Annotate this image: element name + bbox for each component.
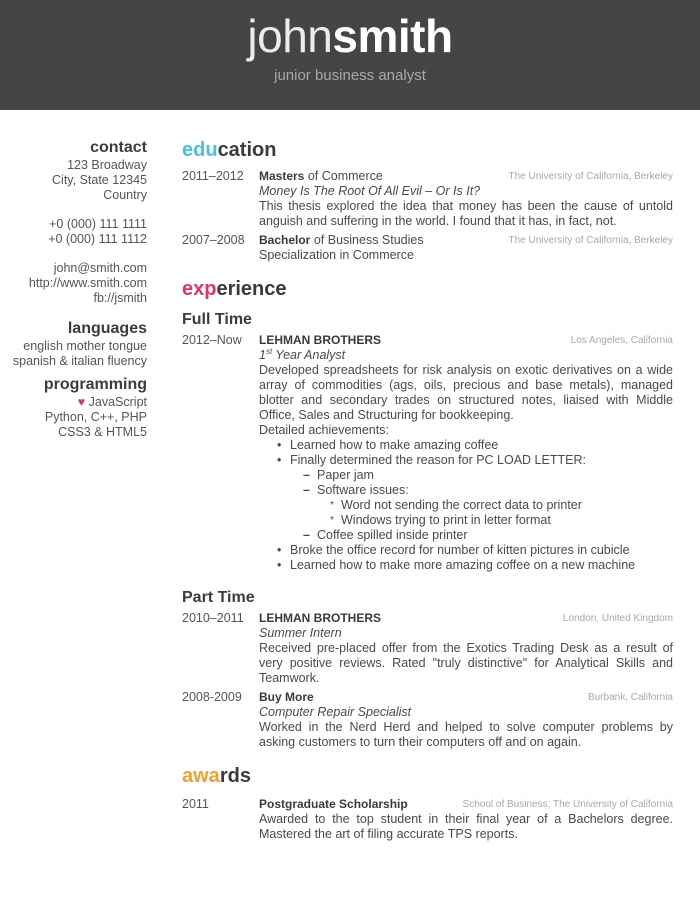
entry-description: Worked in the Nerd Herd and helped to solve computer problems by asking customers to turn their computers off and on again.: [259, 720, 673, 749]
language-item: english mother tongue: [23, 339, 147, 353]
heading-rest: cation: [217, 139, 277, 161]
entry-description: Specialization in Commerce: [259, 248, 414, 262]
list-item: – Paper jam: [259, 468, 673, 483]
heading-accent: edu: [182, 139, 218, 161]
languages-heading: languages: [67, 320, 147, 337]
role-title: Summer Intern: [259, 626, 342, 640]
awards-heading: [182, 764, 673, 788]
degree-name: Bachelor: [259, 233, 311, 247]
degree-name: Masters: [259, 169, 305, 183]
first-name: john: [247, 10, 333, 62]
employer-name: LEHMAN BROTHERS: [259, 333, 381, 347]
sidebar: [0, 138, 147, 440]
entry-location: School of Business, The University of California: [462, 799, 673, 810]
list-item: – Coffee spilled inside printer: [259, 528, 673, 543]
degree-field: of Commerce: [304, 169, 383, 183]
degree-field: of Business Studies: [310, 233, 424, 247]
experience-entry: [182, 690, 673, 750]
entry-date: 2008-2009: [182, 690, 242, 704]
role-number: 1: [259, 348, 266, 362]
entry-location: The University of California, Berkeley: [508, 235, 673, 246]
education-entry: [182, 169, 673, 229]
address-line: Country: [103, 188, 147, 202]
award-title: Postgraduate Scholarship: [259, 797, 408, 811]
employer-name: Buy More: [259, 690, 314, 704]
education-entry: [182, 233, 673, 263]
entry-location: Los Angeles, California: [570, 335, 673, 346]
list-item: • Finally determined the reason for PC LOAD LETTER:: [259, 453, 673, 468]
heading-accent: awa: [182, 765, 220, 787]
list-item: • Learned how to make amazing coffee: [259, 438, 673, 453]
entry-date: 2012–Now: [182, 333, 242, 347]
entry-description: Received pre-placed offer from the Exotics Trading Desk as a result of very positive reviews. Rated "truly distinctive" for Analytical Skills and Teamwork.: [259, 641, 673, 685]
entry-location: Burbank, California: [587, 692, 673, 703]
achievements-label: Detailed achievements:: [259, 423, 389, 437]
entry-description: Developed spreadsheets for risk analysis on exotic derivatives on a wide array of commodities (ags, oils, precious and base metals), managed blotter and secondary trades on structured notes, liaised with Middle Office, Sales and Structuring for bookkeeping.: [259, 363, 673, 422]
contact-heading: contact: [90, 139, 147, 156]
achievements-list: [259, 438, 673, 573]
list-item: * Windows trying to print in letter format: [259, 513, 673, 528]
entry-date: 2011–2012: [182, 169, 244, 183]
facebook-link[interactable]: fb://jsmith: [93, 291, 147, 305]
full-time-heading: Full Time: [182, 311, 252, 328]
experience-entry: [182, 333, 673, 573]
phone-line: +0 (000) 111 1111: [49, 217, 147, 231]
role-title: Computer Repair Specialist: [259, 705, 412, 719]
main-content: [182, 138, 673, 842]
heading-rest: rds: [219, 765, 251, 787]
experience-heading: [182, 277, 673, 301]
phone-line: +0 (000) 111 1112: [48, 232, 147, 246]
list-item: * Word not sending the correct data to printer: [259, 498, 673, 513]
address-line: City, State 12345: [52, 173, 147, 187]
heading-rest: erience: [216, 278, 287, 300]
award-entry: [182, 797, 673, 842]
language-item: spanish & italian fluency: [12, 354, 147, 368]
email-link[interactable]: john@smith.com: [53, 261, 147, 275]
thesis-title: Money Is The Root Of All Evil – Or Is It?: [259, 184, 481, 198]
heading-accent: exp: [182, 278, 217, 300]
heart-icon: ♥: [77, 395, 86, 409]
experience-entry: [182, 611, 673, 686]
entry-date: 2011: [182, 797, 209, 811]
job-title: junior business analyst: [274, 67, 426, 84]
website-link[interactable]: http://www.smith.com: [28, 276, 147, 290]
programming-item: [0, 395, 147, 410]
entry-date: 2007–2008: [182, 233, 245, 247]
entry-location: London, United Kingdom: [562, 613, 673, 624]
education-heading: [182, 138, 673, 162]
programming-item: CSS3 & HTML5: [58, 425, 147, 439]
programming-item: Python, C++, PHP: [44, 410, 147, 424]
part-time-heading: Part Time: [182, 589, 255, 606]
list-item: – Software issues:: [259, 483, 673, 498]
entry-description: Awarded to the top student in their final year of a Bachelors degree. Mastered the art of filing accurate TPS reports.: [259, 812, 673, 841]
programming-heading: programming: [43, 376, 147, 393]
employer-name: LEHMAN BROTHERS: [259, 611, 381, 625]
role-title: [259, 348, 673, 363]
list-item: • Broke the office record for number of kitten pictures in cubicle: [259, 543, 673, 558]
programming-item-label: JavaScript: [88, 395, 147, 409]
list-item: • Learned how to make more amazing coffee on a new machine: [259, 558, 673, 573]
entry-description: This thesis explored the idea that money has been the cause of untold anguish and suffering in the world. I found that it has, in fact, not.: [259, 199, 673, 228]
role-rest: Year Analyst: [272, 348, 346, 362]
address-line: 123 Broadway: [67, 158, 147, 172]
role-ordinal: st: [265, 346, 273, 356]
last-name: smith: [332, 10, 453, 62]
resume-header: [0, 0, 700, 110]
entry-date: 2010–2011: [182, 611, 244, 625]
full-name: [0, 10, 700, 62]
entry-location: The University of California, Berkeley: [508, 171, 673, 182]
